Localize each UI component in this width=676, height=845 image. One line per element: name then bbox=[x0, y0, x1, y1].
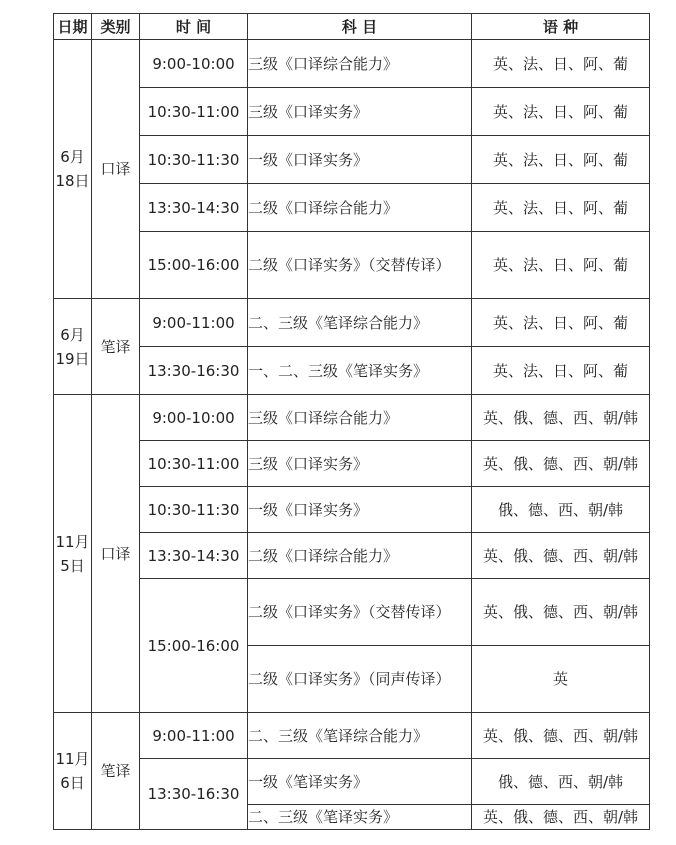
table-row bbox=[54, 713, 650, 759]
language-cell: 英、法、日、阿、葡 bbox=[472, 40, 650, 88]
time-cell: 13:30-16:30 bbox=[140, 347, 248, 395]
table-row bbox=[54, 487, 650, 533]
category-cell: 笔译 bbox=[92, 713, 140, 830]
table-row bbox=[54, 232, 650, 299]
subject-cell: 一级《口译实务》 bbox=[248, 136, 472, 184]
subject-cell: 二、三级《笔译实务》 bbox=[248, 805, 472, 830]
table-row bbox=[54, 40, 650, 88]
date-cell: 6月 18日 bbox=[54, 40, 92, 299]
header-subject: 科 目 bbox=[248, 14, 472, 40]
date-cell: 6月 19日 bbox=[54, 299, 92, 395]
time-cell: 10:30-11:30 bbox=[140, 487, 248, 533]
time-cell: 15:00-16:00 bbox=[140, 232, 248, 299]
language-cell: 英、法、日、阿、葡 bbox=[472, 232, 650, 299]
date-cell: 11月 6日 bbox=[54, 713, 92, 830]
table-header-row bbox=[54, 14, 650, 40]
table-row bbox=[54, 88, 650, 136]
table-row bbox=[54, 136, 650, 184]
language-cell: 英、俄、德、西、朝/韩 bbox=[472, 713, 650, 759]
header-time: 时 间 bbox=[140, 14, 248, 40]
language-cell: 英、俄、德、西、朝/韩 bbox=[472, 805, 650, 830]
subject-cell: 二、三级《笔译综合能力》 bbox=[248, 713, 472, 759]
time-cell: 9:00-11:00 bbox=[140, 299, 248, 347]
table-row bbox=[54, 533, 650, 579]
language-cell: 俄、德、西、朝/韩 bbox=[472, 759, 650, 805]
language-cell: 英、法、日、阿、葡 bbox=[472, 136, 650, 184]
subject-cell: 三级《口译综合能力》 bbox=[248, 395, 472, 441]
header-date: 日期 bbox=[54, 14, 92, 40]
table-row bbox=[54, 347, 650, 395]
header-language: 语 种 bbox=[472, 14, 650, 40]
table-row bbox=[54, 184, 650, 232]
subject-cell: 二级《口译实务》（交替传译） bbox=[248, 232, 472, 299]
time-cell: 13:30-14:30 bbox=[140, 184, 248, 232]
language-cell: 英、俄、德、西、朝/韩 bbox=[472, 395, 650, 441]
time-cell: 10:30-11:00 bbox=[140, 88, 248, 136]
language-cell: 英、俄、德、西、朝/韩 bbox=[472, 441, 650, 487]
time-cell: 15:00-16:00 bbox=[140, 579, 248, 713]
table-row bbox=[54, 395, 650, 441]
language-cell: 英 bbox=[472, 646, 650, 713]
subject-cell: 三级《口译实务》 bbox=[248, 88, 472, 136]
table-row bbox=[54, 441, 650, 487]
table-row bbox=[54, 759, 650, 805]
table-row bbox=[54, 299, 650, 347]
subject-cell: 一级《笔译实务》 bbox=[248, 759, 472, 805]
language-cell: 英、法、日、阿、葡 bbox=[472, 184, 650, 232]
time-cell: 9:00-11:00 bbox=[140, 713, 248, 759]
time-cell: 9:00-10:00 bbox=[140, 40, 248, 88]
subject-cell: 二级《口译实务》（同声传译） bbox=[248, 646, 472, 713]
category-cell: 笔译 bbox=[92, 299, 140, 395]
language-cell: 英、法、日、阿、葡 bbox=[472, 347, 650, 395]
subject-cell: 三级《口译实务》 bbox=[248, 441, 472, 487]
header-category: 类别 bbox=[92, 14, 140, 40]
exam-schedule-table bbox=[53, 13, 650, 830]
language-cell: 英、俄、德、西、朝/韩 bbox=[472, 579, 650, 646]
time-cell: 10:30-11:00 bbox=[140, 441, 248, 487]
time-cell: 13:30-16:30 bbox=[140, 759, 248, 830]
table-row bbox=[54, 579, 650, 646]
subject-cell: 二级《口译综合能力》 bbox=[248, 533, 472, 579]
subject-cell: 二级《口译综合能力》 bbox=[248, 184, 472, 232]
date-cell: 11月 5日 bbox=[54, 395, 92, 713]
language-cell: 英、法、日、阿、葡 bbox=[472, 299, 650, 347]
time-cell: 9:00-10:00 bbox=[140, 395, 248, 441]
category-cell: 口译 bbox=[92, 395, 140, 713]
subject-cell: 一级《口译实务》 bbox=[248, 487, 472, 533]
language-cell: 俄、德、西、朝/韩 bbox=[472, 487, 650, 533]
subject-cell: 二、三级《笔译综合能力》 bbox=[248, 299, 472, 347]
language-cell: 英、俄、德、西、朝/韩 bbox=[472, 533, 650, 579]
category-cell: 口译 bbox=[92, 40, 140, 299]
language-cell: 英、法、日、阿、葡 bbox=[472, 88, 650, 136]
subject-cell: 三级《口译综合能力》 bbox=[248, 40, 472, 88]
time-cell: 13:30-14:30 bbox=[140, 533, 248, 579]
subject-cell: 二级《口译实务》（交替传译） bbox=[248, 579, 472, 646]
subject-cell: 一、二、三级《笔译实务》 bbox=[248, 347, 472, 395]
time-cell: 10:30-11:30 bbox=[140, 136, 248, 184]
